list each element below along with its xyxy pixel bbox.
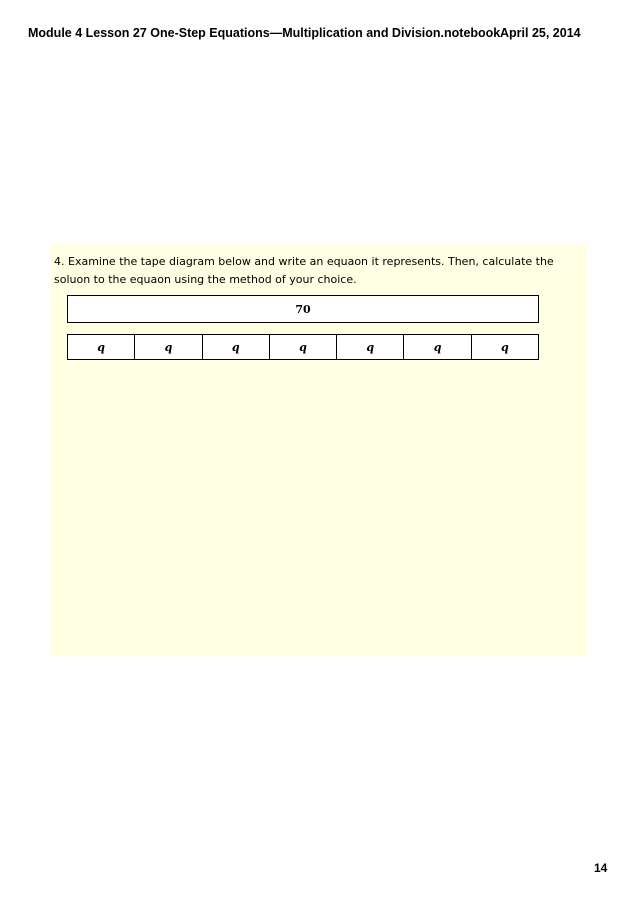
tape-part-cell: q xyxy=(337,335,404,359)
tape-parts-bar xyxy=(67,334,539,360)
page-header xyxy=(0,26,638,46)
problem-panel xyxy=(51,244,587,656)
tape-total-label: 70 xyxy=(295,302,311,316)
tape-part-cell: q xyxy=(203,335,270,359)
tape-part-cell: q xyxy=(68,335,135,359)
tape-part-cell: q xyxy=(404,335,471,359)
problem-prompt xyxy=(54,253,574,289)
document-title: Module 4 Lesson 27 One-Step Equations—Multiplication and Division.notebook xyxy=(28,26,501,40)
page-number: 14 xyxy=(594,861,608,875)
tape-part-cell: q xyxy=(500,340,509,354)
tape-part-cell: q xyxy=(135,335,202,359)
document-date: April 25, 2014 xyxy=(500,26,581,40)
problem-prompt-line-1: 4. Examine the tape diagram below and write an equaon it represents. Then, calculate the xyxy=(54,255,554,268)
tape-part-cell: q xyxy=(270,335,337,359)
tape-total-bar xyxy=(67,295,539,323)
problem-prompt-line-2: soluon to the equaon using the method of your choice. xyxy=(54,273,357,286)
